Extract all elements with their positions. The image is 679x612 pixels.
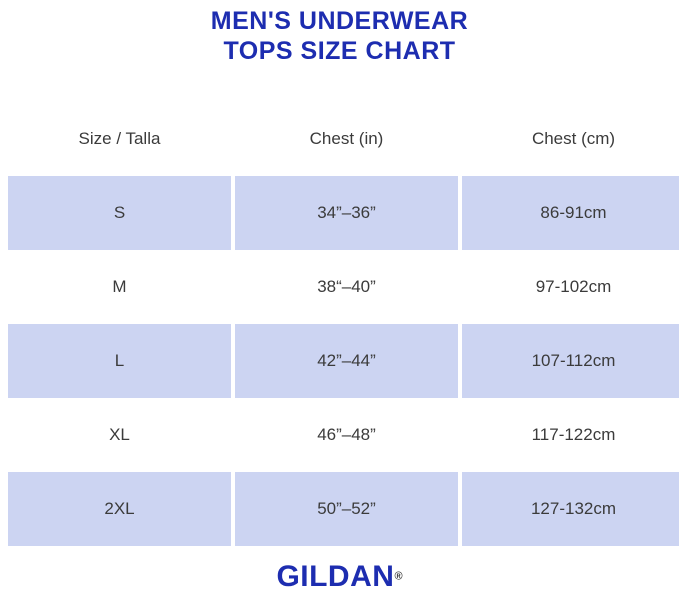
page-title [0,0,679,66]
title-line-1: MEN'S UNDERWEAR [210,7,469,35]
size-table-wrap [0,102,679,546]
cell-size: 2XL [8,472,233,546]
table-row [8,176,679,250]
column-header-chest-in: Chest (in) [233,102,460,176]
table-body [8,176,679,546]
table-row [8,398,679,472]
registered-trademark-icon: ® [394,570,403,583]
cell-chest-cm: 97-102cm [460,250,679,324]
cell-chest-in: 38“–40” [233,250,460,324]
cell-size: XL [8,398,233,472]
cell-chest-in: 50”–52” [233,472,460,546]
cell-size: M [8,250,233,324]
cell-chest-in: 34”–36” [233,176,460,250]
cell-size: L [8,324,233,398]
cell-chest-cm: 107-112cm [460,324,679,398]
column-header-size: Size / Talla [8,102,233,176]
cell-chest-in: 46”–48” [233,398,460,472]
cell-chest-cm: 117-122cm [460,398,679,472]
table-row [8,250,679,324]
cell-chest-cm: 86-91cm [460,176,679,250]
title-line-2: TOPS SIZE CHART [223,37,456,65]
table-row [8,324,679,398]
cell-chest-in: 42”–44” [233,324,460,398]
cell-chest-cm: 127-132cm [460,472,679,546]
size-chart-table [8,102,679,546]
brand-logo [0,560,679,594]
header-row [8,102,679,176]
cell-size: S [8,176,233,250]
brand-name: GILDAN [276,560,395,593]
table-header [8,102,679,176]
table-row [8,472,679,546]
column-header-chest-cm: Chest (cm) [460,102,679,176]
